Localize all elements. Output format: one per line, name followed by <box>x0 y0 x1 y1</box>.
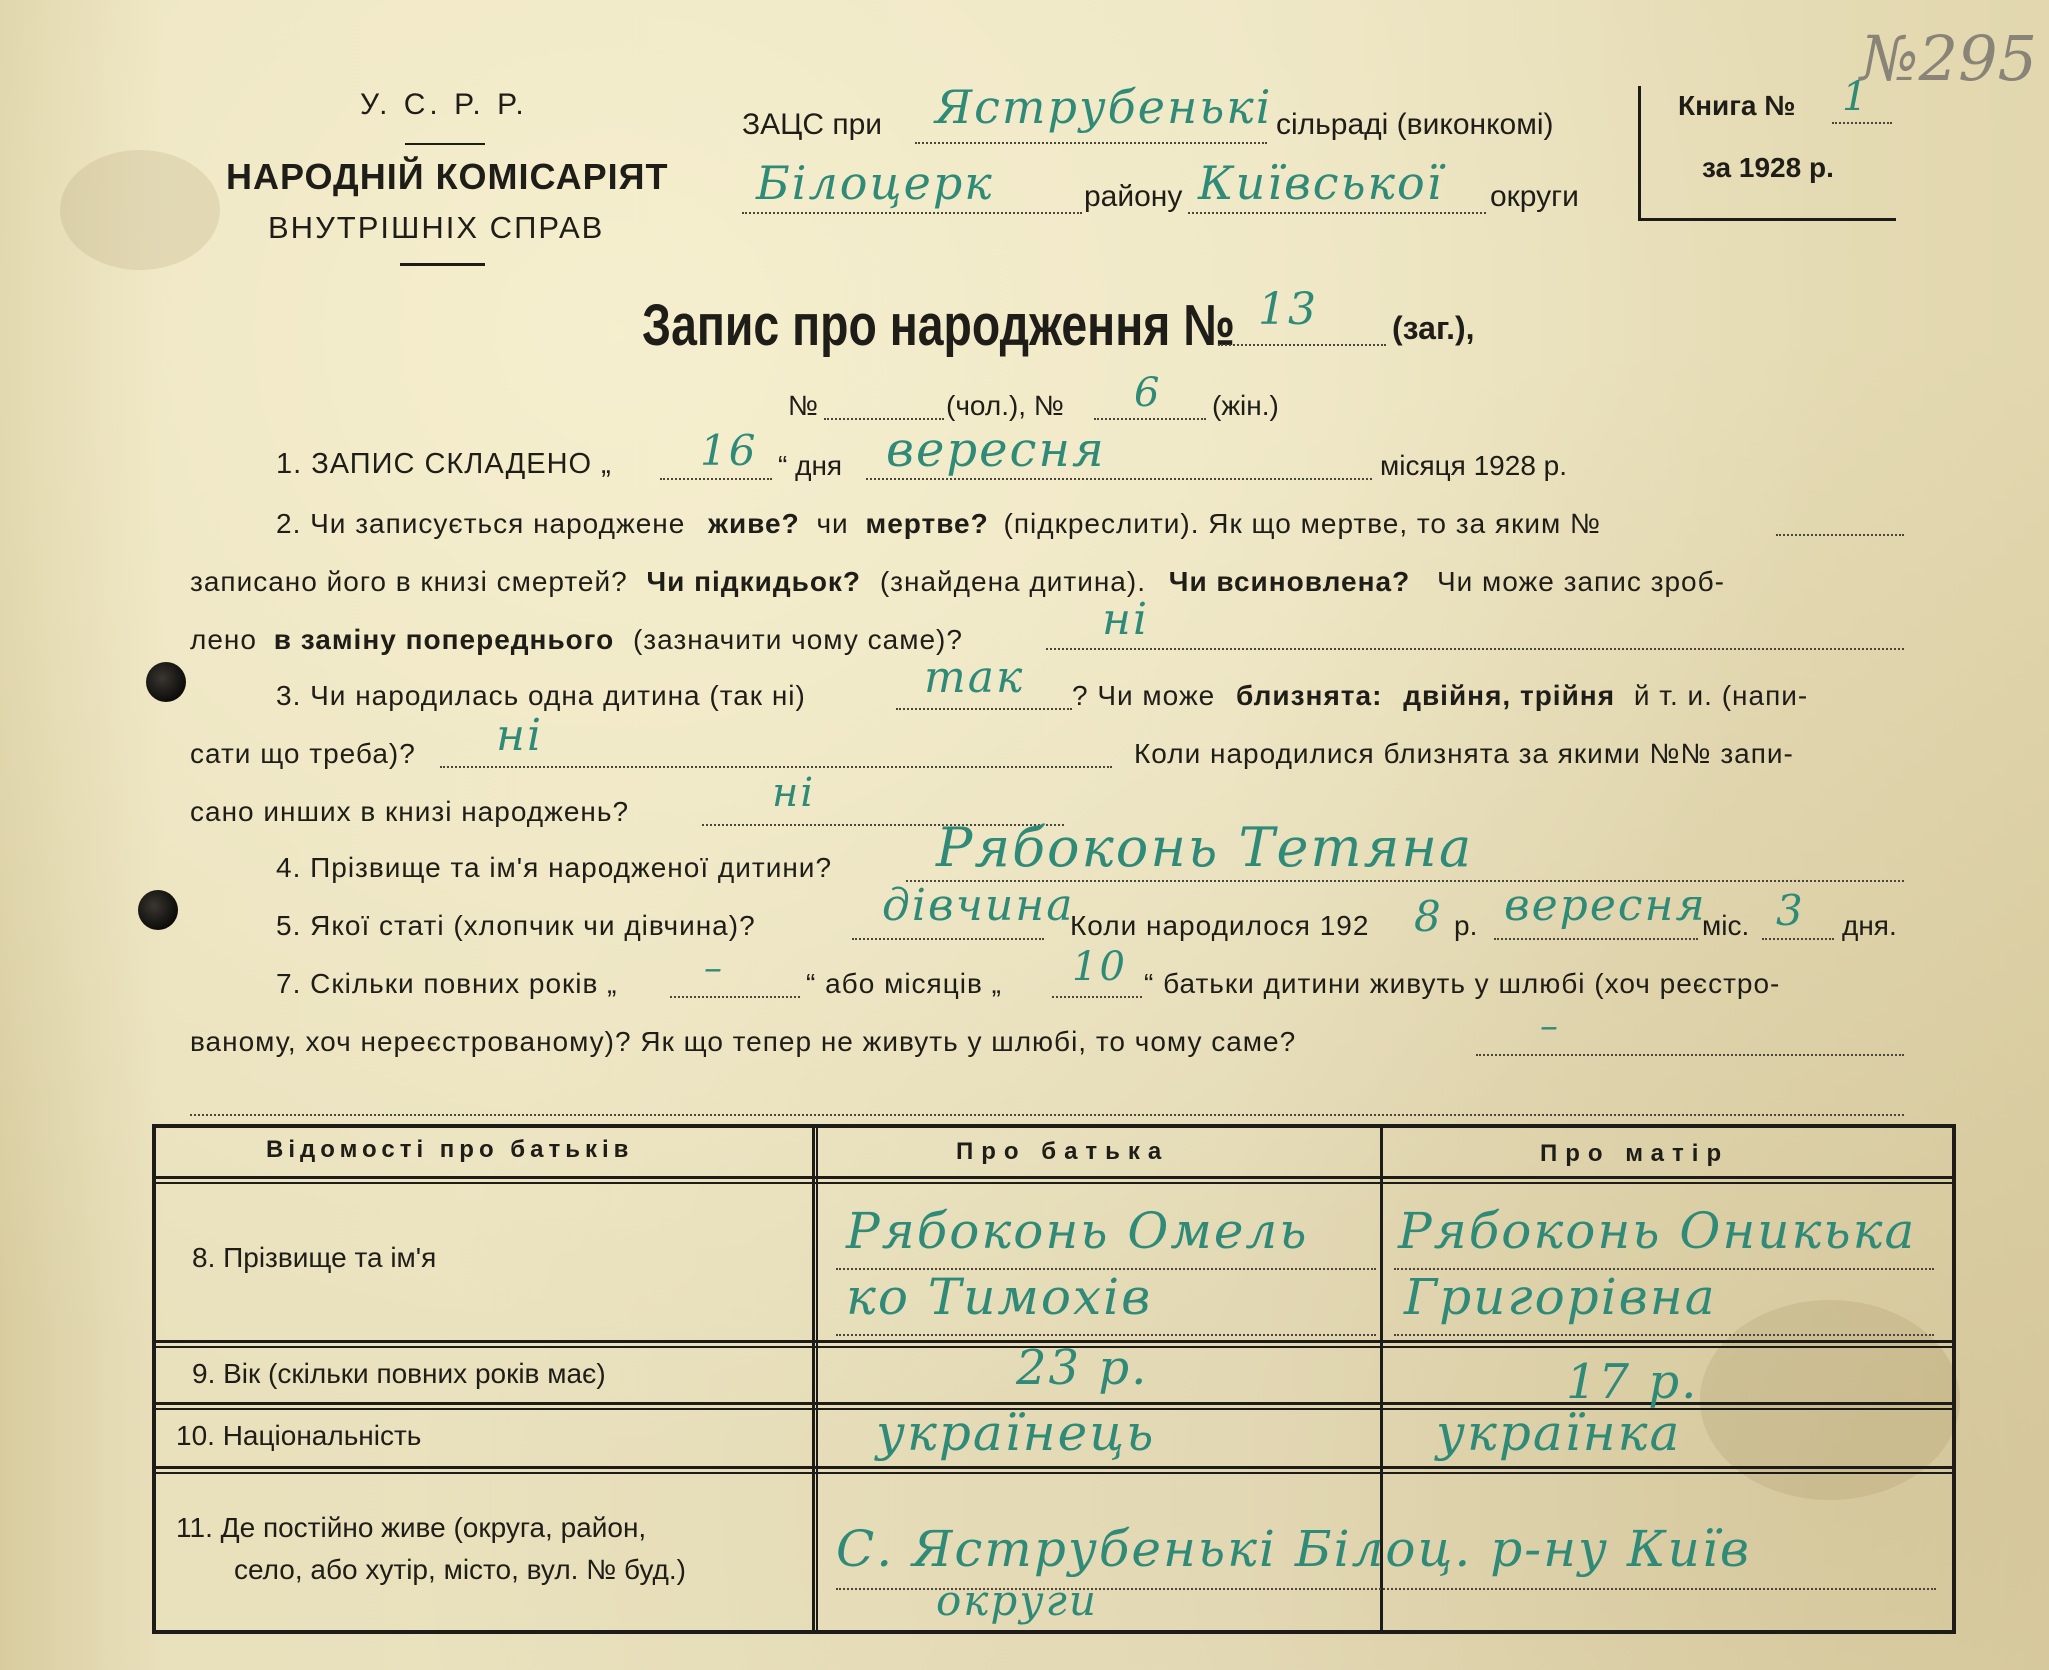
book-box-border <box>1638 218 1896 221</box>
field7-text: “ батьки дитини живуть у шлюбі (хоч реєстро- <box>1144 968 1781 999</box>
field1-month-label: місяця 1928 р. <box>1380 450 1568 481</box>
female-label: (жін.) <box>1212 390 1279 421</box>
divider <box>405 143 485 145</box>
field4-name-value: Рябоконь Тетяна <box>936 816 1474 879</box>
archive-number: №295 <box>1860 22 2038 95</box>
field5-month-label: міс. <box>1702 910 1750 941</box>
field1-day-label: “ дня <box>778 450 843 481</box>
male-number-label: № <box>788 390 819 421</box>
header-info: Відомості про батьків <box>266 1136 634 1163</box>
row-label-name: 8. Прізвище та ім'я <box>192 1242 437 1273</box>
table-row-divider <box>156 1472 1952 1474</box>
field5-day-value: 3 <box>1776 886 1805 935</box>
field2-text2: (підкреслити). Як що мертве, то за яким № <box>1003 508 1602 539</box>
field2-answer-field <box>1046 594 1904 650</box>
table-column-divider <box>816 1128 818 1630</box>
okrug-suffix: округи <box>1490 180 1579 213</box>
field1-day-field <box>660 426 772 480</box>
council-suffix: сільраді (виконкомі) <box>1276 108 1554 141</box>
mother-name-line2 <box>1394 1268 1934 1336</box>
field5-born-label: Коли народилося 192 <box>1070 910 1370 941</box>
field2-alive: живе? <box>708 508 800 539</box>
district-suffix: району <box>1084 180 1183 213</box>
field1-label: 1. ЗАПИС СКЛАДЕНО „ <box>276 448 612 480</box>
male-number-field <box>824 386 944 420</box>
field2-dead: мертве? <box>865 508 989 539</box>
field2-text3: записано його в книзі смертей? <box>190 566 628 597</box>
field5-sex-field <box>852 880 1075 940</box>
field3-line3-a: сано инших в книзі народжень? <box>190 796 630 827</box>
field3-twins-value: ні <box>496 710 544 761</box>
residence-value1: С. Яструбенькі Білоц. р-ну Київ <box>836 1520 1751 1578</box>
field3-single-field <box>896 652 1072 710</box>
field4-name-field <box>906 816 1904 882</box>
field2-death-number-field <box>1776 500 1904 536</box>
mother-name-value2: Григорівна <box>1404 1268 1717 1326</box>
field7-months-field <box>1052 944 1142 998</box>
district-field <box>742 156 1082 214</box>
male-label: (чол.), № <box>946 390 1064 421</box>
field2-foundling: Чи підкидьок? <box>646 566 862 597</box>
field2-text: 2. Чи записується народжене <box>276 508 686 539</box>
field5-year-suffix: р. <box>1454 910 1478 941</box>
mother-name-value1: Рябоконь Оникька <box>1398 1202 1917 1260</box>
mother-name-line1 <box>1394 1202 1934 1270</box>
header-father: Про батька <box>956 1138 1170 1165</box>
residence-value2: округи <box>936 1576 1098 1625</box>
book-box-border <box>1638 86 1641 220</box>
field3-twins: близнята: <box>1236 680 1383 711</box>
table-row-divider <box>156 1176 1952 1179</box>
field1-month-field <box>866 422 1372 480</box>
field2-text6: лено <box>190 624 257 655</box>
field5-day-label: дня. <box>1842 910 1897 941</box>
village-value: Яструбенькі <box>935 80 1273 134</box>
field7-reason-value: – <box>1540 1006 1560 1047</box>
parents-table <box>152 1124 1956 1634</box>
table-row-divider <box>156 1182 1952 1184</box>
field2-or: чи <box>816 508 849 539</box>
field2-text4: (знайдена дитина). <box>879 566 1146 597</box>
father-age-value: 23 р. <box>1016 1340 1149 1396</box>
father-name-line1 <box>836 1202 1376 1270</box>
zats-prefix: ЗАЦС при <box>742 108 883 141</box>
field5-month-field <box>1494 880 1707 940</box>
father-name-value1: Рябоконь Омель <box>846 1202 1309 1260</box>
book-label: Книга № <box>1678 90 1796 121</box>
republic-label: У. С. Р. Р. <box>360 88 528 121</box>
field3-text2: й т. и. (напи- <box>1633 680 1809 711</box>
field7-months-label: “ або місяців „ <box>806 968 1002 999</box>
field5-year-digit: 8 <box>1414 892 1441 941</box>
field7-label: 7. Скільки повних років „ <box>276 968 618 999</box>
field2-line3 <box>190 624 963 656</box>
book-number-field <box>1832 74 1892 124</box>
father-nationality-value: українець <box>876 1404 1156 1462</box>
punch-hole <box>146 662 186 702</box>
book-number-value: 1 <box>1842 74 1870 120</box>
female-number-value: 6 <box>1134 370 1162 416</box>
record-title: Запис про народження № <box>642 293 1235 358</box>
field3-twins-field <box>440 710 1112 768</box>
commissariat-label: НАРОДНІЙ КОМІСАРІЯТ <box>226 156 669 197</box>
record-number-field <box>1218 284 1386 346</box>
field4-label: 4. Прізвище та ім'я народженої дитини? <box>276 852 833 883</box>
book-year-label: за 1928 р. <box>1702 152 1834 183</box>
field2-adopted: Чи всиновлена? <box>1168 566 1411 597</box>
father-name-line2 <box>836 1268 1376 1336</box>
field3-line1-a: 3. Чи народилась одна дитина (так ні) <box>276 680 806 711</box>
field5-sex-value: дівчина <box>882 880 1075 931</box>
field1-month-value: вересня <box>886 422 1106 478</box>
field3-other-value: ні <box>772 770 816 816</box>
record-suffix: (заг.), <box>1392 310 1475 346</box>
field7-years-value: – <box>704 948 724 989</box>
table-column-divider <box>812 1128 815 1630</box>
header-mother: Про матір <box>1540 1140 1730 1167</box>
okrug-value: Київської <box>1198 156 1444 210</box>
field2-line1 <box>276 508 1601 540</box>
row-label-residence-1: 11. Де постійно живе (округа, район, <box>176 1512 647 1543</box>
row-label-age: 9. Вік (скільки повних років має) <box>192 1358 606 1389</box>
field2-text5: Чи може запис зроб- <box>1436 566 1725 597</box>
field5-month-value: вересня <box>1504 880 1707 931</box>
field7-reason-field <box>1476 1006 1904 1056</box>
field3-single-value: так <box>924 652 1025 703</box>
field1-day-value: 16 <box>700 426 758 475</box>
department-label: ВНУТРІШНІХ СПРАВ <box>268 210 605 245</box>
female-number-field <box>1094 370 1206 420</box>
field3-line2-a: сати що треба)? <box>190 738 416 769</box>
divider <box>400 263 485 266</box>
field2-answer-value: ні <box>1102 594 1150 645</box>
paper-stain <box>60 150 220 270</box>
field7-months-value: 10 <box>1072 944 1127 990</box>
field3-twin-types: двійня, трійня <box>1403 680 1616 711</box>
father-name-value2: ко Тимохів <box>846 1268 1153 1326</box>
record-number-value: 13 <box>1258 284 1318 335</box>
district-value: Білоцерк <box>756 156 994 210</box>
field2-text7: (зазначити чому саме)? <box>632 624 963 655</box>
field7-line2: ваному, хоч нереєстрованому)? Як що тепер не живуть у шлюбі, то чому саме? <box>190 1026 1297 1057</box>
village-field <box>915 80 1273 144</box>
field2-replacement: в заміну попереднього <box>273 624 615 655</box>
table-row-divider <box>156 1466 1952 1469</box>
punch-hole <box>138 890 178 930</box>
mother-age-value: 17 р. <box>1566 1354 1699 1410</box>
field3-line2-b: Коли народилися близнята за якими №№ запи- <box>1134 738 1794 769</box>
mother-nationality-value: українка <box>1436 1404 1682 1462</box>
field2-line2 <box>190 566 1725 598</box>
okrug-field <box>1188 156 1486 214</box>
field3-text: ? Чи може <box>1072 680 1216 711</box>
field5-day-field <box>1762 886 1834 940</box>
row-label-residence-2: село, або хутір, місто, вул. № буд.) <box>234 1554 686 1585</box>
field7-extra-line <box>190 1078 1904 1116</box>
row-label-nationality: 10. Національність <box>176 1420 422 1451</box>
field7-years-field <box>670 948 800 998</box>
field5-label: 5. Якої статі (хлопчик чи дівчина)? <box>276 910 756 941</box>
